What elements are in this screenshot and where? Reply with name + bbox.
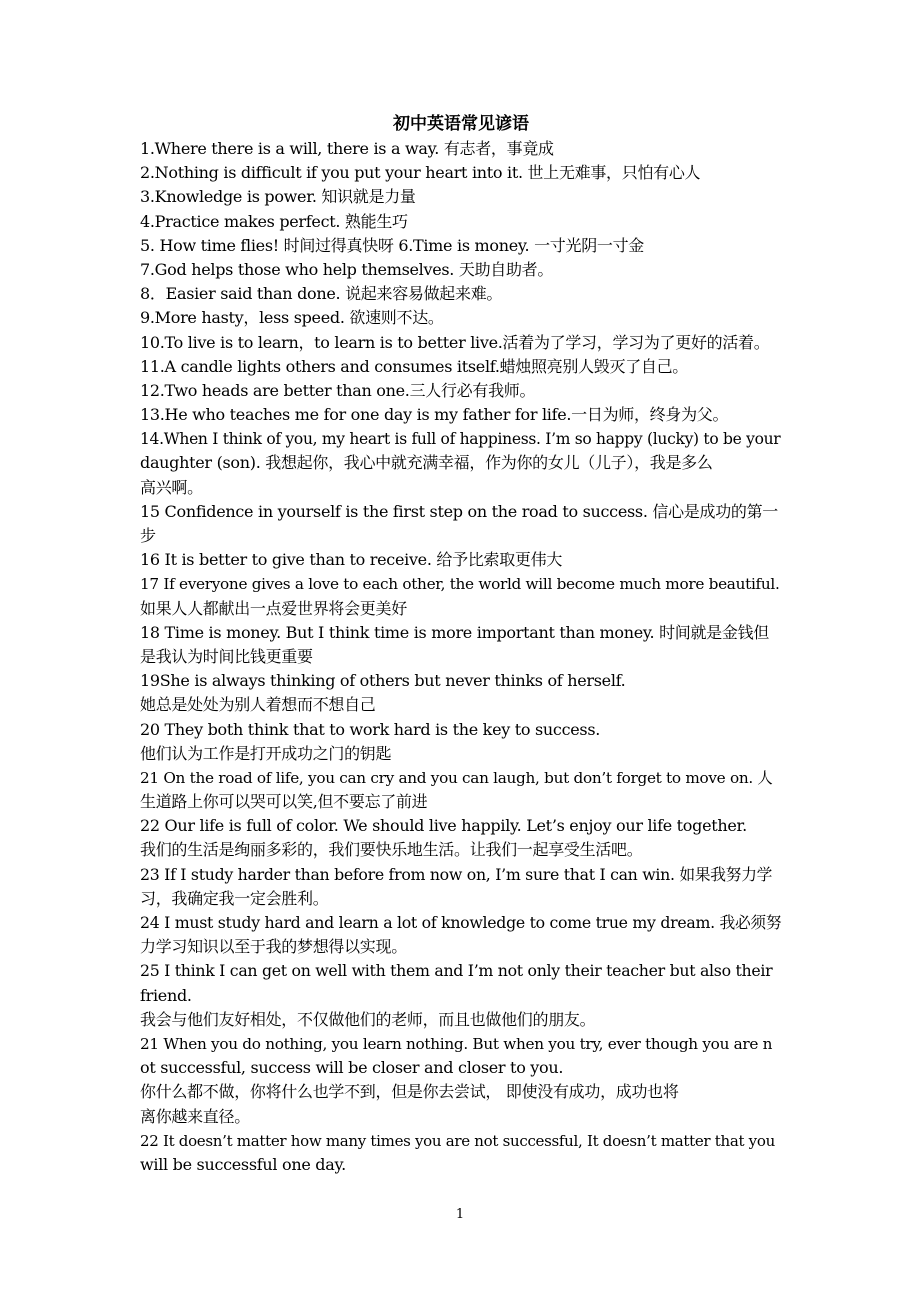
page-number: 1 xyxy=(455,1207,465,1222)
text-line: 她总是处处为别人着想而不想自己 xyxy=(140,695,376,715)
text-line: 如果人人都献出一点爱世界将会更美好 xyxy=(140,598,407,618)
text-line: 20 They both think that to work hard is the key to success. xyxy=(140,719,601,739)
text-line: 22 It doesn’t matter how many times you are not successful, It doesn’t matter that you xyxy=(140,1131,775,1150)
text-line: 21 When you do nothing, you learn nothing. But when you try, ever though you are n xyxy=(140,1034,773,1053)
text-line: 10.To live is to learn，to learn is to better live.活着为了学习，学习为了更好的活着。 xyxy=(140,332,770,352)
text-line: 我会与他们友好相处，不仅做他们的老师，而且也做他们的朋友。 xyxy=(140,1009,596,1029)
text-line: 11.A candle lights others and consumes itself.蜡烛照亮别人毁灭了自己。 xyxy=(140,356,688,376)
text-line: 7.God helps those who help themselves. 天助自助者。 xyxy=(140,259,554,279)
text-line: 24 I must study hard and learn a lot of knowledge to come true my dream. 我必须努 xyxy=(140,913,782,932)
text-line: 13.He who teaches me for one day is my father for life.一日为师，终身为父。 xyxy=(140,405,729,425)
text-line: ot successful, success will be closer and closer to you. xyxy=(140,1058,564,1078)
text-line: 17 If everyone gives a love to each other, the world will become much more beautiful. xyxy=(140,575,780,594)
text-line: 1.Where there is a will, there is a way. 有志者，事竟成 xyxy=(140,139,554,158)
text-line: 3.Knowledge is power. 知识就是力量 xyxy=(140,187,416,207)
text-line: 12.Two heads are better than one.三人行必有我师。 xyxy=(140,380,536,400)
text-line: 2.Nothing is difficult if you put your heart into it. 世上无难事，只怕有心人 xyxy=(140,163,701,183)
text-line: 15 Confidence in yourself is the first step on the road to success. 信心是成功的第一 xyxy=(140,501,778,521)
text-line: 16 It is better to give than to receive. 给予比索取更伟大 xyxy=(140,550,563,570)
text-line: 他们认为工作是打开成功之门的钥匙 xyxy=(140,743,392,763)
text-line: 我们的生活是绚丽多彩的，我们要快乐地生活。让我们一起享受生活吧。 xyxy=(140,840,643,860)
text-line: 你什么都不做，你将什么也学不到，但是你去尝试， 即使没有成功，成功也将 xyxy=(140,1082,679,1102)
text-line: 高兴啊。 xyxy=(140,477,203,497)
text-line: will be successful one day. xyxy=(140,1154,346,1174)
text-line: 5. How time flies! 时间过得真快呀 6.Time is money. 一寸光阴一寸金 xyxy=(140,235,644,255)
text-line: 生道路上你可以哭可以笑,但不要忘了前进 xyxy=(140,792,428,812)
text-line: 22 Our life is full of color. We should live happily. Let’s enjoy our life together. xyxy=(140,816,747,836)
text-line: 19She is always thinking of others but never thinks of herself. xyxy=(140,671,626,691)
text-line: 18 Time is money. But I think time is more important than money. 时间就是金钱但 xyxy=(140,622,769,642)
text-line: 4.Practice makes perfect. 熟能生巧 xyxy=(140,211,408,231)
text-line: 力学习知识以至于我的梦想得以实现。 xyxy=(140,937,407,957)
text-line: 23 If I study harder than before from now on, I’m sure that I can win. 如果我努力学 xyxy=(140,864,773,884)
text-line: 14.When I think of you, my heart is full of happiness. I’m so happy (lucky) to be your xyxy=(140,430,781,449)
document-body xyxy=(140,137,782,1177)
text-line: 25 I think I can get on well with them and I’m not only their teacher but also their xyxy=(140,961,773,981)
text-line: daughter (son). 我想起你，我心中就充满幸福，作为你的女儿（儿子），我是多么 xyxy=(140,453,713,473)
text-line: 9.More hasty，less speed. 欲速则不达。 xyxy=(140,308,444,328)
text-line: 习，我确定我一定会胜利。 xyxy=(140,888,329,908)
text-line: friend. xyxy=(140,985,192,1005)
document-title: 初中英语常见谚语 xyxy=(393,114,529,134)
text-line: 离你越来直径。 xyxy=(140,1106,250,1126)
text-line: 是我认为时间比钱更重要 xyxy=(140,646,313,666)
text-line: 步 xyxy=(140,526,156,545)
text-line: 21 On the road of life, you can cry and you can laugh, but don’t forget to move on. 人 xyxy=(140,768,773,787)
text-line: 8．Easier said than done. 说起来容易做起来难。 xyxy=(140,284,503,304)
